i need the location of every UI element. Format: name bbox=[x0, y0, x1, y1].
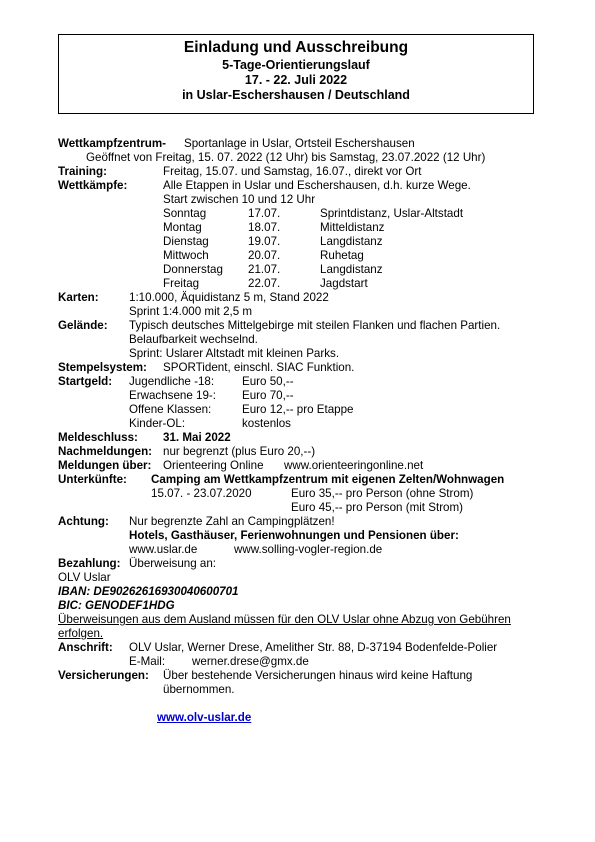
bezahlung-note: Überweisungen aus dem Ausland müssen für den OLV Uslar ohne Abzug von Gebühren bbox=[58, 613, 511, 626]
schedule-day: Mittwoch bbox=[163, 249, 209, 262]
karten-label: Karten: bbox=[58, 291, 99, 304]
startgeld-category: Kinder-OL: bbox=[129, 417, 186, 430]
orienteeringonline-link[interactable]: www.orienteeringonline.net bbox=[284, 459, 424, 472]
startgeld-price: Euro 12,-- pro Etappe bbox=[242, 403, 354, 416]
bezahlung-note-cont: erfolgen. bbox=[58, 627, 104, 640]
schedule-day: Donnerstag bbox=[163, 263, 223, 276]
versicherungen-line2: übernommen. bbox=[163, 683, 235, 696]
unterkuenfte-period: 15.07. - 23.07.2020 bbox=[151, 487, 252, 500]
karten-line1: 1:10.000, Äquidistanz 5 m, Stand 2022 bbox=[129, 291, 329, 304]
schedule-day: Freitag bbox=[163, 277, 200, 290]
nachmeldungen-value: nur begrenzt (plus Euro 20,--) bbox=[163, 445, 316, 458]
anschrift-label: Anschrift: bbox=[58, 641, 113, 654]
bezahlung-value: Überweisung an: bbox=[129, 557, 217, 570]
title-box bbox=[58, 34, 534, 114]
meldeschluss-label: Meldeschluss: bbox=[58, 431, 138, 444]
schedule-date: 20.07. bbox=[248, 249, 281, 262]
event-location: in Uslar-Eschershausen / Deutschland bbox=[182, 88, 410, 102]
anschrift-value: OLV Uslar, Werner Drese, Amelither Str. 88, D-37194 Bodenfelde-Polier bbox=[129, 641, 498, 654]
iban: IBAN: DE90262616930040600701 bbox=[58, 585, 239, 598]
wettkaempfe-line2: Start zwischen 10 und 12 Uhr bbox=[163, 193, 316, 206]
stempelsystem-label: Stempelsystem: bbox=[58, 361, 147, 374]
training-label: Training: bbox=[58, 165, 107, 178]
schedule-type: Sprintdistanz, Uslar-Altstadt bbox=[320, 207, 464, 220]
schedule-date: 22.07. bbox=[248, 277, 281, 290]
page-title: Einladung und Ausschreibung bbox=[183, 39, 409, 56]
email-link[interactable]: werner.drese@gmx.de bbox=[192, 655, 309, 668]
training-value: Freitag, 15.07. und Samstag, 16.07., direkt vor Ort bbox=[163, 165, 422, 178]
schedule-date: 18.07. bbox=[248, 221, 281, 234]
gelaende-line3: Sprint: Uslarer Altstadt mit kleinen Parks. bbox=[129, 347, 340, 360]
startgeld-price: Euro 50,-- bbox=[242, 375, 294, 388]
wettkampfzentrum-value: Sportanlage in Uslar, Ortsteil Eschershausen bbox=[184, 137, 415, 150]
schedule-type: Jagdstart bbox=[320, 277, 368, 290]
schedule-day: Montag bbox=[163, 221, 202, 234]
meldungen-label: Meldungen über: bbox=[58, 459, 152, 472]
versicherungen-line1: Über bestehende Versicherungen hinaus wird keine Haftung bbox=[163, 669, 473, 682]
unterkuenfte-value: Camping am Wettkampfzentrum mit eigenen Zelten/Wohnwagen bbox=[151, 473, 505, 486]
schedule-type: Langdistanz bbox=[320, 235, 383, 248]
meldeschluss-value: 31. Mai 2022 bbox=[163, 431, 231, 444]
schedule-type: Mitteldistanz bbox=[320, 221, 385, 234]
email-label: E-Mail: bbox=[129, 655, 166, 668]
versicherungen-label: Versicherungen: bbox=[58, 669, 149, 682]
stempelsystem-value: SPORTident, einschl. SIAC Funktion. bbox=[163, 361, 355, 374]
startgeld-category: Offene Klassen: bbox=[129, 403, 212, 416]
solling-link[interactable]: www.solling-vogler-region.de bbox=[234, 543, 383, 556]
gelaende-label: Gelände: bbox=[58, 319, 108, 332]
schedule-day: Dienstag bbox=[163, 235, 209, 248]
achtung-label: Achtung: bbox=[58, 515, 109, 528]
schedule-date: 21.07. bbox=[248, 263, 281, 276]
karten-line2: Sprint 1:4.000 mit 2,5 m bbox=[129, 305, 253, 318]
gelaende-line1: Typisch deutsches Mittelgebirge mit steilen Flanken und flachen Partien. bbox=[129, 319, 501, 332]
schedule-date: 17.07. bbox=[248, 207, 281, 220]
wettkampfzentrum-label: Wettkampfzentrum- bbox=[58, 137, 167, 150]
olv-uslar-link[interactable]: www.olv-uslar.de bbox=[157, 711, 252, 724]
wettkampfzentrum-hours: Geöffnet von Freitag, 15. 07. 2022 (12 Uhr) bis Samstag, 23.07.2022 (12 Uhr) bbox=[86, 151, 486, 164]
unterkuenfte-price: Euro 45,-- pro Person (mit Strom) bbox=[291, 501, 464, 514]
bezahlung-recipient: OLV Uslar bbox=[58, 571, 111, 584]
schedule-type: Langdistanz bbox=[320, 263, 383, 276]
schedule-type: Ruhetag bbox=[320, 249, 364, 262]
startgeld-price: Euro 70,-- bbox=[242, 389, 294, 402]
nachmeldungen-label: Nachmeldungen: bbox=[58, 445, 153, 458]
uslar-link[interactable]: www.uslar.de bbox=[129, 543, 198, 556]
event-dates: 17. - 22. Juli 2022 bbox=[244, 73, 348, 87]
wettkaempfe-label: Wettkämpfe: bbox=[58, 179, 128, 192]
startgeld-price: kostenlos bbox=[242, 417, 291, 430]
unterkuenfte-label: Unterkünfte: bbox=[58, 473, 127, 486]
event-subtitle: 5-Tage-Orientierungslauf bbox=[222, 58, 370, 72]
startgeld-category: Jugendliche -18: bbox=[129, 375, 215, 388]
achtung-line2: Hotels, Gasthäuser, Ferienwohnungen und Pensionen über: bbox=[129, 529, 459, 542]
meldungen-value: Orienteering Online bbox=[163, 459, 264, 472]
unterkuenfte-price: Euro 35,-- pro Person (ohne Strom) bbox=[291, 487, 474, 500]
startgeld-label: Startgeld: bbox=[58, 375, 113, 388]
schedule-day: Sonntag bbox=[163, 207, 207, 220]
gelaende-line2: Belaufbarkeit wechselnd. bbox=[129, 333, 258, 346]
bezahlung-label: Bezahlung: bbox=[58, 557, 121, 570]
schedule-date: 19.07. bbox=[248, 235, 281, 248]
wettkaempfe-line1: Alle Etappen in Uslar und Eschershausen, d.h. kurze Wege. bbox=[163, 179, 471, 192]
achtung-line1: Nur begrenzte Zahl an Campingplätzen! bbox=[129, 515, 335, 528]
bic: BIC: GENODEF1HDG bbox=[58, 599, 175, 612]
startgeld-category: Erwachsene 19-: bbox=[129, 389, 216, 402]
